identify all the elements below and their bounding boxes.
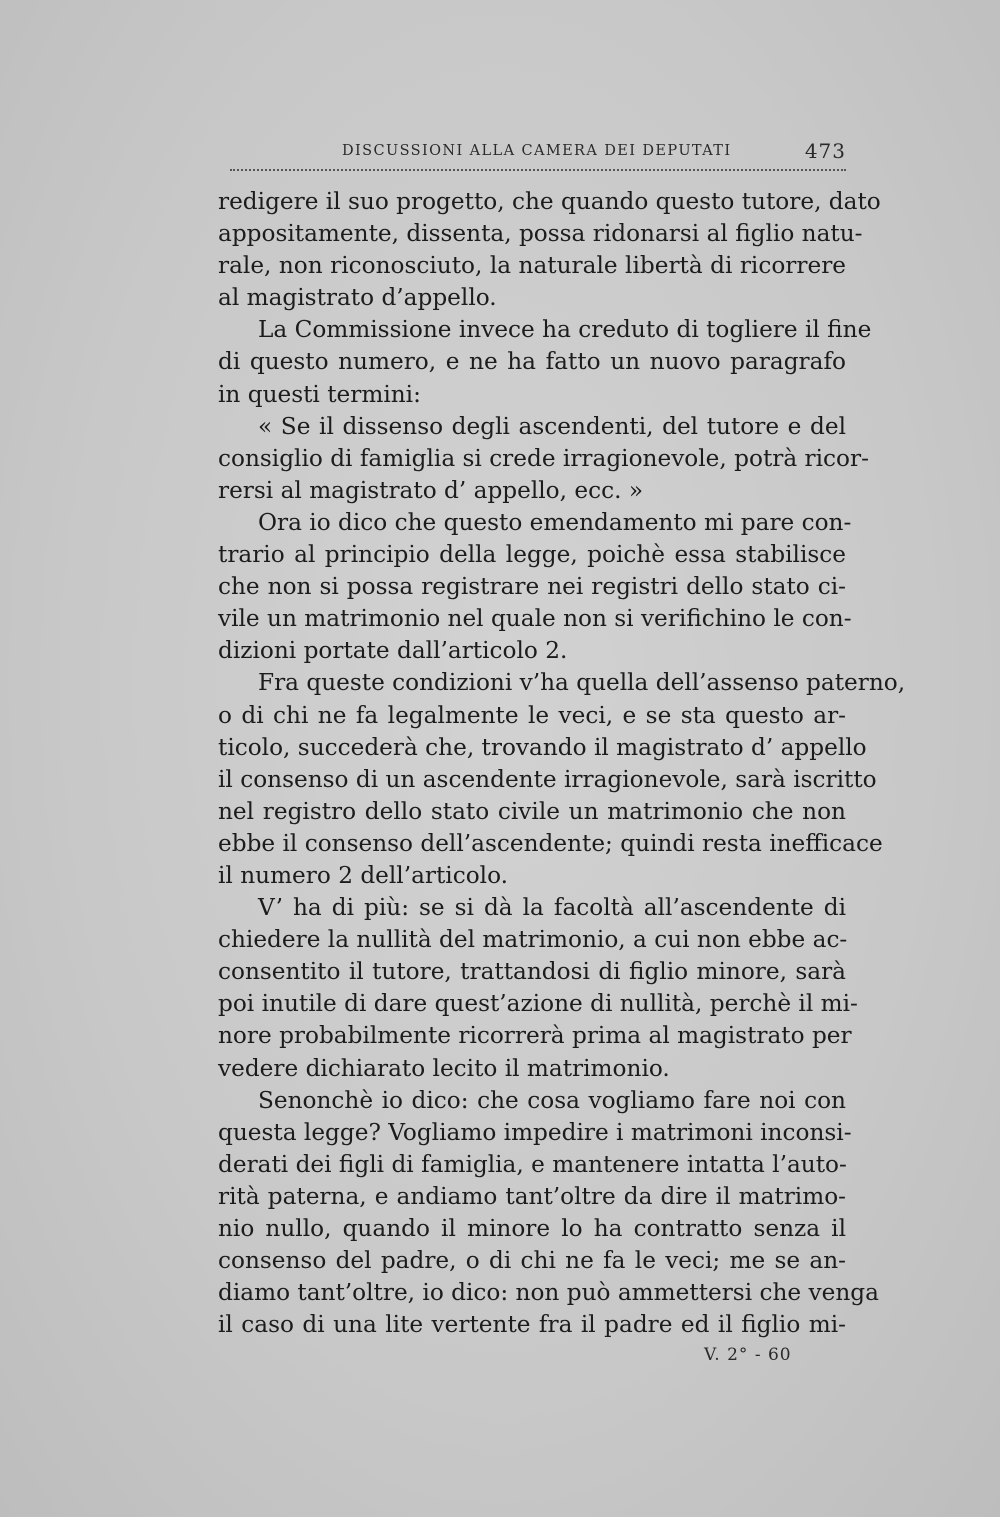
text-line: Fra queste condizioni v’ha quella dell’assenso paterno, xyxy=(258,669,906,697)
text-line: nel registro dello stato civile un matrimonio che non xyxy=(218,797,846,825)
text-line: rale, non riconosciuto, la naturale libertà di ricorrere xyxy=(218,252,846,280)
text-line: il consenso di un ascendente irragionevole, sarà iscritto xyxy=(218,765,877,793)
text-line: che non si possa registrare nei registri dello stato ci- xyxy=(218,573,846,601)
text-line: « Se il dissenso degli ascendenti, del tutore e del xyxy=(258,412,846,440)
text-line: vile un matrimonio nel quale non si verifichino le con- xyxy=(218,605,852,633)
body-text xyxy=(218,186,906,1341)
text-line: rersi al magistrato d’ appello, ecc. » xyxy=(218,476,644,504)
text-line: consentito il tutore, trattandosi di figlio minore, sarà xyxy=(218,958,846,986)
text-line: il numero 2 dell’articolo. xyxy=(218,861,509,889)
text-line: ticolo, succederà che, trovando il magistrato d’ appello xyxy=(218,733,867,761)
text-line: trario al principio della legge, poichè essa stabilisce xyxy=(218,541,846,569)
text-line: Senonchè io dico: che cosa vogliamo fare noi con xyxy=(258,1086,846,1114)
text-line: dizioni portate dall’articolo 2. xyxy=(218,637,568,665)
text-line: in questi termini: xyxy=(218,380,421,408)
page-header xyxy=(230,139,846,169)
text-line: il caso di una lite vertente fra il padre ed il figlio mi- xyxy=(218,1311,846,1339)
page-number: 473 xyxy=(804,139,846,163)
signature-mark: V. 2° - 60 xyxy=(704,1345,792,1365)
text-line: di questo numero, e ne ha fatto un nuovo paragrafo xyxy=(218,348,846,376)
text-line: V’ ha di più: se si dà la facoltà all’ascendente di xyxy=(258,894,846,922)
text-line: derati dei figli di famiglia, e mantenere intatta l’auto- xyxy=(218,1150,847,1178)
text-line: vedere dichiarato lecito il matrimonio. xyxy=(218,1054,670,1082)
text-line: o di chi ne fa legalmente le veci, e se sta questo ar- xyxy=(218,701,846,729)
text-line: rità paterna, e andiamo tant’oltre da dire il matrimo- xyxy=(218,1182,846,1210)
text-line: consiglio di famiglia si crede irragionevole, potrà ricor- xyxy=(218,444,869,472)
text-line: poi inutile di dare quest’azione di nullità, perchè il mi- xyxy=(218,990,858,1018)
text-line: nore probabilmente ricorrerà prima al magistrato per xyxy=(218,1022,852,1050)
text-line: La Commissione invece ha creduto di togliere il fine xyxy=(258,316,872,344)
text-line: redigere il suo progetto, che quando questo tutore, dato xyxy=(218,188,881,215)
text-line: ebbe il consenso dell’ascendente; quindi resta inefficace xyxy=(218,829,883,857)
text-line: appositamente, dissenta, possa ridonarsi al figlio natu- xyxy=(218,220,863,248)
text-line: al magistrato d’appello. xyxy=(218,284,497,312)
header-rule xyxy=(230,169,846,171)
text-line: consenso del padre, o di chi ne fa le veci; me se an- xyxy=(218,1247,846,1275)
text-line: diamo tant’oltre, io dico: non può ammettersi che venga xyxy=(218,1279,879,1307)
text-line: questa legge? Vogliamo impedire i matrimoni inconsi- xyxy=(218,1118,852,1146)
text-line: Ora io dico che questo emendamento mi pare con- xyxy=(258,508,852,536)
text-line: nio nullo, quando il minore lo ha contratto senza il xyxy=(218,1215,846,1242)
text-line: chiedere la nullità del matrimonio, a cui non ebbe ac- xyxy=(218,926,848,954)
running-title: DISCUSSIONI ALLA CAMERA DEI DEPUTATI xyxy=(342,143,732,159)
